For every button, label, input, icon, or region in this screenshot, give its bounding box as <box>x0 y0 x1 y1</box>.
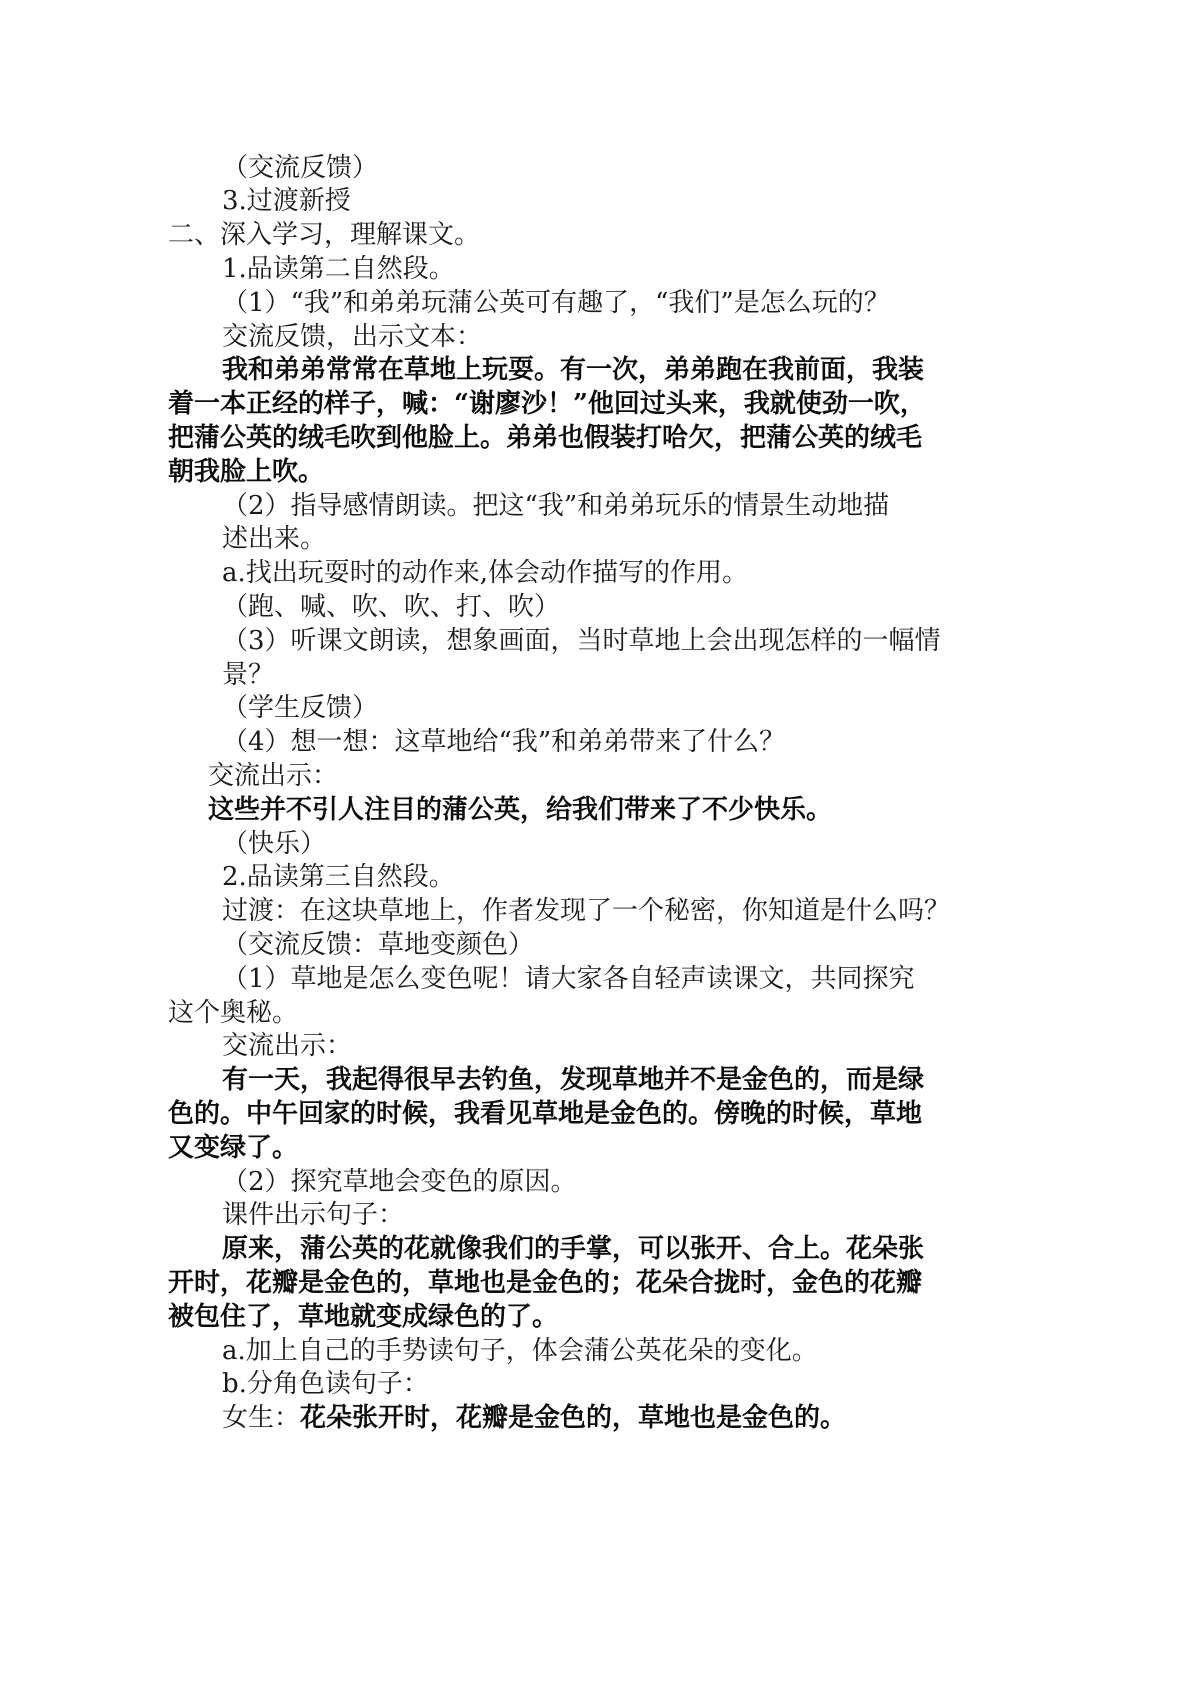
text-line: （跑、喊、吹、吹、打、吹） <box>222 592 561 622</box>
text-line: 景？ <box>222 660 275 690</box>
text-line: （3）听课文朗读，想象画面，当时草地上会出现怎样的一幅情 <box>222 626 941 656</box>
text-line: a.加上自己的手势读句子，体会蒲公英花朵的变化。 <box>222 1336 818 1366</box>
text-line: 交流反馈，出示文本： <box>222 322 483 352</box>
text-line: 2.品读第三自然段。 <box>222 862 455 892</box>
text-line: （学生反馈） <box>222 693 379 723</box>
text-line: （交流反馈） <box>222 153 379 183</box>
quoted-text-line: 又变绿了。 <box>168 1133 299 1163</box>
quoted-text-line: 原来，蒲公英的花就像我们的手掌，可以张开、合上。花朵张 <box>222 1234 925 1264</box>
text-line: （4）想一想：这草地给“我”和弟弟带来了什么？ <box>222 727 786 757</box>
quoted-text-line: 这些并不引人注目的蒲公英，给我们带来了不少快乐。 <box>208 795 833 825</box>
text-line: （快乐） <box>222 829 327 859</box>
text-line: 交流出示： <box>208 761 339 791</box>
quoted-text-line: 有一天，我起得很早去钓鱼，发现草地并不是金色的，而是绿 <box>222 1065 925 1095</box>
text-line: （交流反馈：草地变颜色） <box>222 930 535 960</box>
text-line: 交流出示： <box>222 1031 353 1061</box>
quoted-text-line: 我和弟弟常常在草地上玩耍。有一次，弟弟跑在我前面，我装 <box>222 355 925 385</box>
quoted-text: 花朵张开时，花瓣是金色的，草地也是金色的。 <box>300 1403 847 1433</box>
text-line: （1）“我”和弟弟玩蒲公英可有趣了，“我们”是怎么玩的？ <box>222 288 890 318</box>
quoted-text-line: 把蒲公英的绒毛吹到他脸上。弟弟也假装打哈欠，把蒲公英的绒毛 <box>168 423 923 453</box>
text-line: （1）草地是怎么变色呢！请大家各自轻声读课文，共同探究 <box>222 964 915 994</box>
text-line: 这个奥秘。 <box>168 998 299 1028</box>
text-line: （2）指导感情朗读。把这“我”和弟弟玩乐的情景生动地描 <box>222 491 890 521</box>
section-heading: 二、深入学习，理解课文。 <box>168 220 481 250</box>
quoted-text-line: 朝我脸上吹。 <box>168 457 325 487</box>
quoted-text-line: 色的。中午回家的时候，我看见草地是金色的。傍晚的时候，草地 <box>168 1099 923 1129</box>
text-line <box>222 1400 846 1436</box>
quoted-text-line: 开时，花瓣是金色的，草地也是金色的；花朵合拢时，金色的花瓣 <box>168 1268 923 1298</box>
text-line: a.找出玩耍时的动作来,体会动作描写的作用。 <box>222 558 749 588</box>
text-line: b.分角色读句子： <box>222 1369 429 1399</box>
text-line: 述出来。 <box>222 524 327 554</box>
text-line: （2）探究草地会变色的原因。 <box>222 1167 577 1197</box>
quoted-text-line: 被包住了，草地就变成绿色的了。 <box>168 1302 559 1332</box>
text-line: 3.过渡新授 <box>222 186 351 216</box>
quoted-text-line: 着一本正经的样子，喊：“谢廖沙！”他回过头来，我就使劲一吹， <box>168 389 926 419</box>
text-line: 1.品读第二自然段。 <box>222 254 455 284</box>
text-line: 课件出示句子： <box>222 1200 405 1230</box>
text-line: 过渡：在这块草地上，作者发现了一个秘密，你知道是什么吗？ <box>222 896 951 926</box>
speaker-label: 女生： <box>222 1403 301 1433</box>
